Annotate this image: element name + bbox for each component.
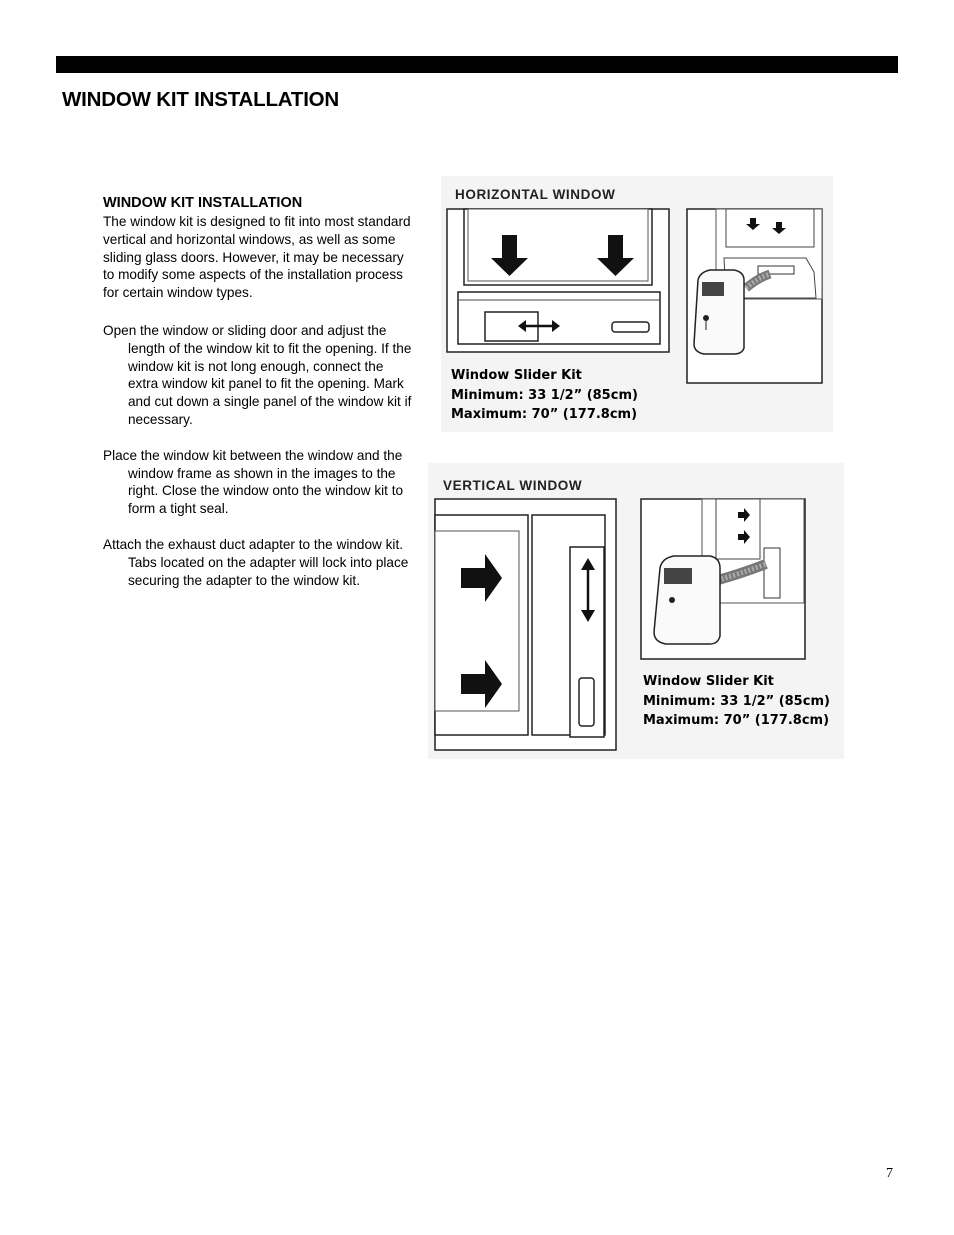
header-rule (56, 56, 898, 73)
horizontal-window-illustration (446, 208, 672, 354)
horizontal-window-caption (451, 366, 638, 425)
section-heading: WINDOW KIT INSTALLATION (103, 195, 303, 211)
intro-paragraph: The window kit is designed to fit into most standard vertical and horizontal windows, as well as some sliding glass doors. However, it may be necessary to modify some aspects of the installation process for certain window types. (103, 214, 411, 301)
caption-maximum: Maximum: 70” (177.8cm) (643, 713, 830, 729)
caption-maximum: Maximum: 70” (177.8cm) (451, 407, 638, 423)
caption-kit-name: Window Slider Kit (451, 368, 582, 383)
horizontal-window-title: HORIZONTAL WINDOW (455, 187, 616, 202)
step-attach-adapter: Attach the exhaust duct adapter to the window kit. Tabs located on the adapter will lock into place securing the adapter to the window kit. (103, 536, 409, 588)
vertical-window-illustration (434, 498, 618, 752)
instructions-column (103, 194, 413, 607)
page-title: WINDOW KIT INSTALLATION (62, 88, 340, 111)
vertical-window-title: VERTICAL WINDOW (443, 478, 583, 493)
caption-kit-name: Window Slider Kit (643, 674, 774, 689)
caption-minimum: Minimum: 33 1/2” (85cm) (643, 693, 830, 709)
horizontal-window-unit-illustration (686, 208, 824, 385)
page-number: 7 (886, 1166, 893, 1181)
step-place-kit: Place the window kit between the window and the window frame as shown in the images to the right. Close the window onto the window kit to form a tight seal. (103, 447, 404, 517)
caption-minimum: Minimum: 33 1/2” (85cm) (451, 387, 638, 403)
vertical-window-unit-illustration (640, 498, 806, 660)
step-adjust-kit: Open the window or sliding door and adjust the length of the window kit to fit the opening. If the window kit is not long enough, connect the extra window kit panel to fit the opening. Mark and cut down a single panel of the window kit if necessary. (103, 322, 412, 427)
vertical-window-caption (643, 672, 830, 731)
